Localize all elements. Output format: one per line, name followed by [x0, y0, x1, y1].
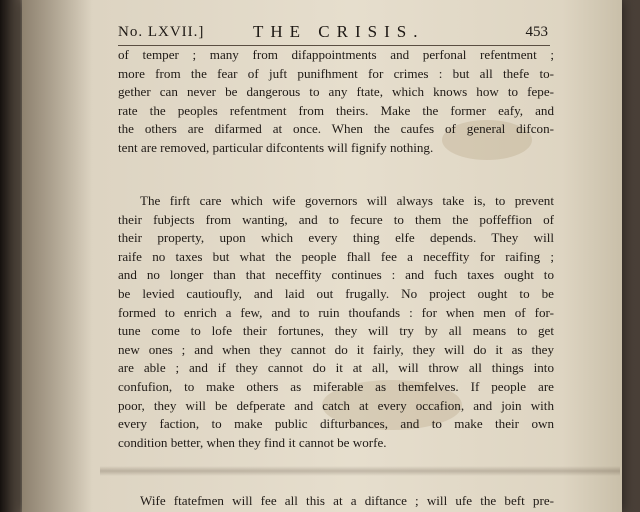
- text-line: gether can never be dangerous to any ftate, which knows how to fepe-: [118, 84, 554, 100]
- text-line: the others are difarmed at once. When the caufes of general difcon-: [118, 121, 554, 137]
- text-line: tent are removed, particular difcontents will fignify nothing.: [118, 139, 434, 155]
- text-line: tune come to lofe their fortunes, they will try by all means to get: [118, 323, 554, 339]
- page-header: [118, 20, 548, 44]
- gutter-shadow: [22, 0, 92, 512]
- page-crease: [100, 466, 620, 476]
- paragraph: [118, 492, 554, 511]
- text-line: more from the fear of juft punifhment for crimes : but all thefe to-: [118, 65, 554, 81]
- running-title: THE CRISIS.: [253, 22, 425, 41]
- text-line: raife no taxes but what the people fhall fee a neceffity for raifing ;: [118, 248, 554, 264]
- text-line: be levied cautioufly, and laid out frugally. No project ought to be: [118, 285, 554, 301]
- text-line: confufion, to make others as miferable as themfelves. If people are: [118, 378, 554, 394]
- text-line: their property, upon which every thing elfe depends. They will: [118, 230, 554, 246]
- text-line: formed to enrich a few, and to ruin thoufands : for when men of for-: [118, 304, 554, 320]
- text-line: new ones ; and when they cannot do it fairly, they will do it as they: [118, 341, 554, 357]
- paragraph: [118, 192, 554, 452]
- text-line: poor, they will be defperate and catch at every occafion, and join with: [118, 397, 554, 413]
- issue-number: No. LXVII.]: [118, 24, 205, 40]
- text-line: of temper ; many from difappointments and perfonal refentment ;: [118, 47, 554, 62]
- text-line: every faction, to make public difturbances, and to make their own: [118, 416, 554, 432]
- text-line: are able ; and if they cannot do it at all, will throw all things into: [118, 360, 554, 376]
- text-line: and no longer than that neceffity continues : and fuch taxes ought to: [118, 267, 554, 283]
- page-number: 453: [525, 24, 548, 40]
- text-line: Wife ftatefmen will fee all this at a diftance ; will ufe the beft pre-: [140, 493, 554, 508]
- text-line: The firft care which wife governors will always take is, to prevent: [140, 193, 554, 208]
- paragraph: [118, 46, 554, 158]
- text-line: their fubjects from wanting, and to fecure to them the poffeffion of: [118, 211, 554, 227]
- text-line: rate the peoples refentment from theirs. Make the former eafy, and: [118, 102, 554, 118]
- text-line: condition better, when they find it cannot be worfe.: [118, 434, 387, 450]
